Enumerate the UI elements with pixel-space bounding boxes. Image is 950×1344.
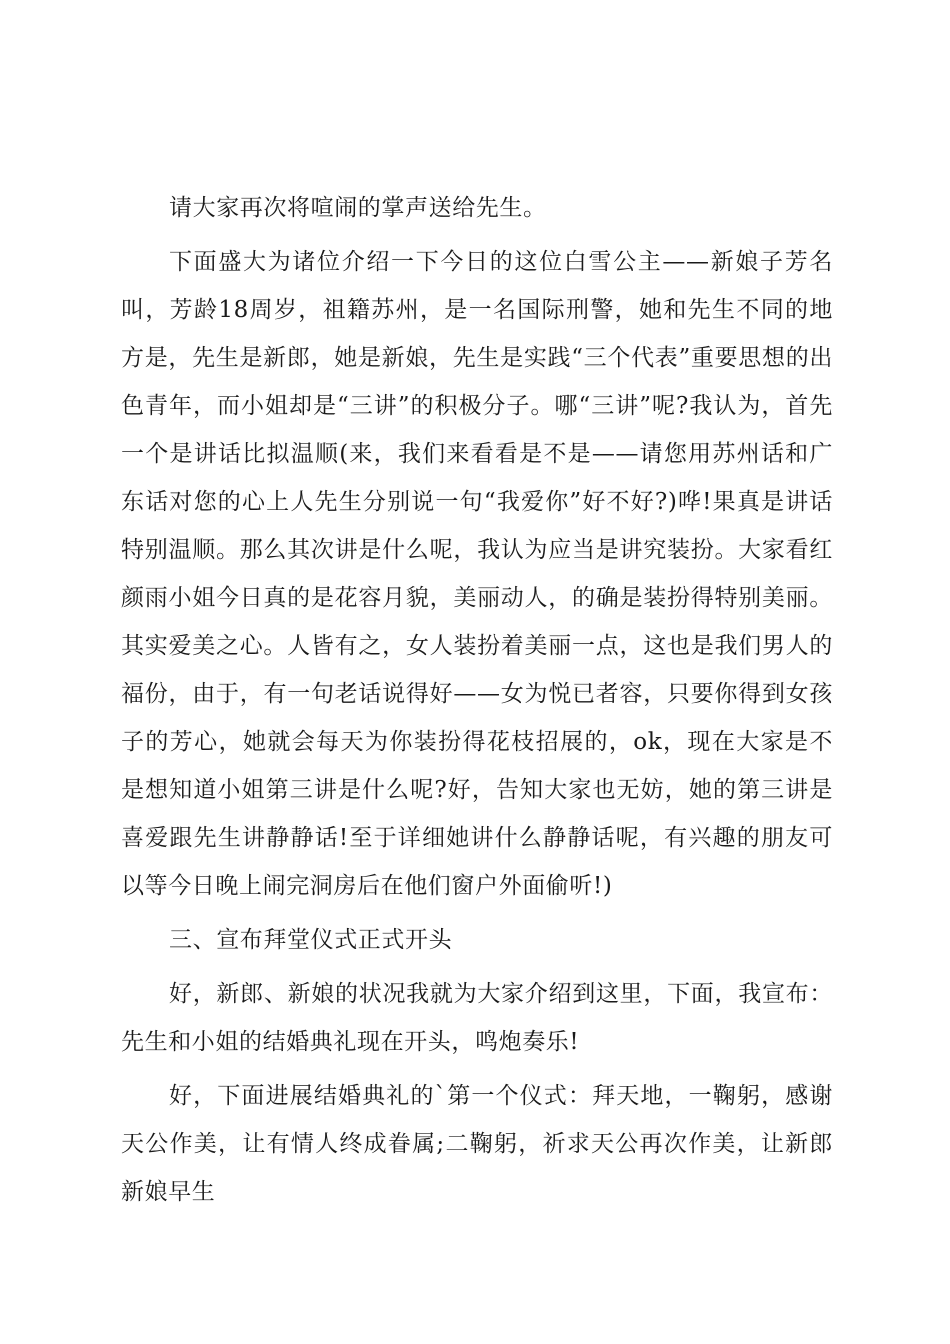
- section-heading-ceremony-start: 三、宣布拜堂仪式正式开头: [169, 927, 453, 953]
- paragraph-ceremony-announcement: 好，新郎、新娘的状况我就为大家介绍到这里，下面，我宣布：先生和小姐的结婚典礼现在开头，鸣炮奏乐!: [121, 981, 833, 1055]
- paragraph-applause: 请大家再次将喧闹的掌声送给先生。: [169, 195, 547, 221]
- paragraph-first-ritual: 好，下面进展结婚典礼的`第一个仪式：拜天地，一鞠躬，感谢天公作美，让有情人终成眷属;二鞠躬，祈求天公再次作美，让新郎新娘早生: [121, 1083, 833, 1205]
- paragraph-bride-introduction: 下面盛大为诸位介绍一下今日的这位白雪公主——新娘子芳名叫，芳龄18周岁，祖籍苏州，是一名国际刑警，她和先生不同的地方是，先生是新郎，她是新娘，先生是实践“三个代表”重要思想的出色青年，而小姐却是“三讲”的积极分子。哪“三讲”呢?我认为，首先一个是讲话比拟温顺(来，我们来看看是不是——请您用苏州话和广东话对您的心上人先生分别说一句“我爱你”好不好?)哗!果真是讲话特别温顺。那么其次讲是什么呢，我认为应当是讲究装扮。大家看红颜雨小姐今日真的是花容月貌，美丽动人，的确是装扮得特别美丽。其实爱美之心。人皆有之，女人装扮着美丽一点，这也是我们男人的福份，由于，有一句老话说得好——女为悦已者容，只要你得到女孩子的芳心，她就会每天为你装扮得花枝招展的，ok，现在大家是不是想知道小姐第三讲是什么呢?好，告知大家也无妨，她的第三讲是喜爱跟先生讲静静话!至于详细她讲什么静静话呢，有兴趣的朋友可以等今日晚上闹完洞房后在他们窗户外面偷听!): [121, 249, 833, 899]
- document-body: [121, 184, 833, 1216]
